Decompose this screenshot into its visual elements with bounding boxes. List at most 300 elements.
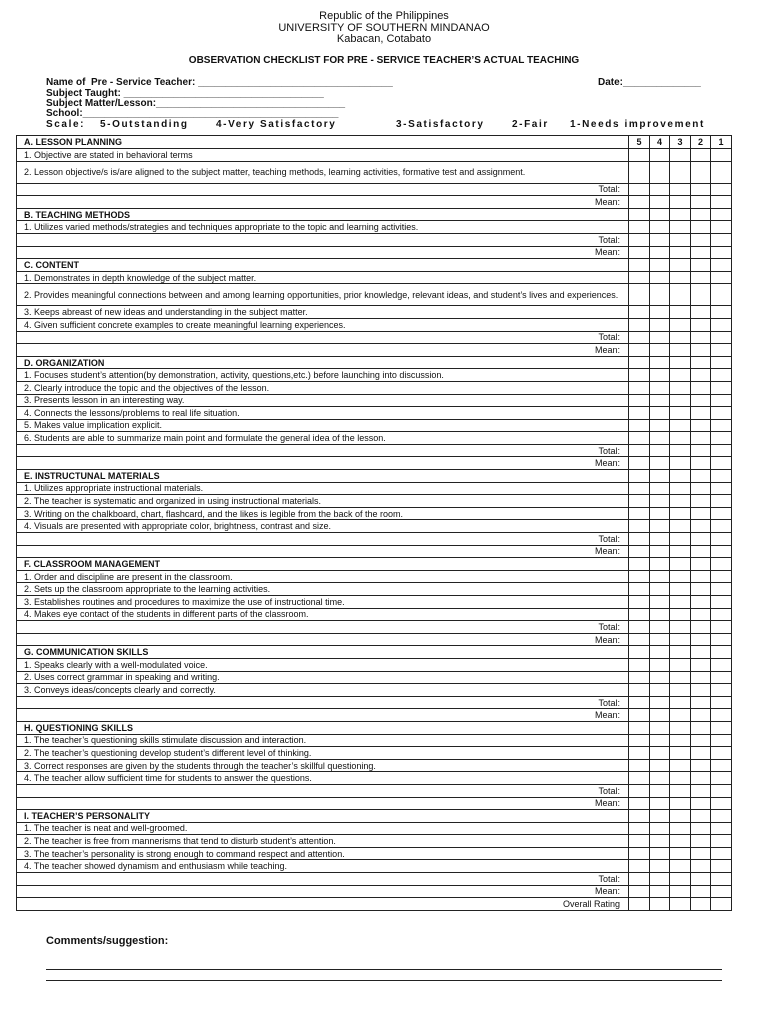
rating-cell[interactable] — [629, 457, 650, 470]
rating-cell[interactable] — [650, 608, 670, 621]
rating-cell[interactable] — [670, 658, 691, 671]
rating-cell[interactable] — [629, 608, 650, 621]
rating-cell[interactable] — [691, 633, 711, 646]
rating-cell[interactable] — [691, 759, 711, 772]
rating-cell[interactable] — [711, 457, 732, 470]
rating-cell[interactable] — [711, 196, 732, 209]
rating-cell[interactable] — [691, 394, 711, 407]
rating-cell[interactable] — [670, 533, 691, 546]
rating-cell[interactable] — [629, 747, 650, 760]
rating-cell[interactable] — [711, 784, 732, 797]
rating-cell[interactable] — [691, 621, 711, 634]
rating-cell[interactable] — [629, 696, 650, 709]
rating-cell[interactable] — [650, 356, 670, 369]
rating-cell[interactable] — [691, 369, 711, 382]
rating-cell[interactable] — [670, 671, 691, 684]
rating-cell[interactable] — [629, 495, 650, 508]
rating-cell[interactable] — [691, 221, 711, 234]
rating-cell[interactable] — [670, 284, 691, 306]
rating-cell[interactable] — [670, 621, 691, 634]
rating-cell[interactable] — [670, 369, 691, 382]
rating-cell[interactable] — [670, 457, 691, 470]
rating-cell[interactable] — [711, 558, 732, 571]
rating-cell[interactable] — [691, 344, 711, 357]
date-field[interactable]: Date:______________ — [598, 77, 701, 88]
rating-cell[interactable] — [670, 898, 691, 911]
rating-cell[interactable] — [670, 495, 691, 508]
rating-cell[interactable] — [650, 545, 670, 558]
rating-cell[interactable] — [711, 658, 732, 671]
rating-cell[interactable] — [711, 633, 732, 646]
rating-cell[interactable] — [629, 797, 650, 810]
rating-cell[interactable] — [650, 407, 670, 420]
rating-cell[interactable] — [670, 259, 691, 272]
rating-cell[interactable] — [650, 533, 670, 546]
rating-cell[interactable] — [629, 233, 650, 246]
rating-cell[interactable] — [711, 259, 732, 272]
rating-cell[interactable] — [670, 822, 691, 835]
rating-cell[interactable] — [650, 306, 670, 319]
rating-cell[interactable] — [711, 482, 732, 495]
rating-cell[interactable] — [629, 822, 650, 835]
rating-cell[interactable] — [670, 633, 691, 646]
rating-cell[interactable] — [650, 331, 670, 344]
rating-cell[interactable] — [650, 671, 670, 684]
rating-cell[interactable] — [629, 161, 650, 183]
teacher-name-field[interactable]: Name of Pre - Service Teacher: ___________________________________ — [46, 77, 393, 88]
rating-cell[interactable] — [629, 684, 650, 697]
rating-cell[interactable] — [650, 885, 670, 898]
rating-cell[interactable] — [650, 709, 670, 722]
rating-cell[interactable] — [650, 596, 670, 609]
rating-cell[interactable] — [691, 533, 711, 546]
rating-cell[interactable] — [650, 208, 670, 221]
rating-cell[interactable] — [629, 520, 650, 533]
rating-cell[interactable] — [629, 759, 650, 772]
rating-cell[interactable] — [650, 221, 670, 234]
rating-cell[interactable] — [629, 873, 650, 886]
rating-cell[interactable] — [711, 331, 732, 344]
rating-cell[interactable] — [650, 183, 670, 196]
rating-cell[interactable] — [670, 306, 691, 319]
rating-cell[interactable] — [650, 898, 670, 911]
rating-cell[interactable] — [711, 161, 732, 183]
rating-cell[interactable] — [629, 419, 650, 432]
rating-cell[interactable] — [629, 558, 650, 571]
rating-cell[interactable] — [629, 709, 650, 722]
rating-cell[interactable] — [711, 284, 732, 306]
rating-cell[interactable] — [711, 696, 732, 709]
rating-cell[interactable] — [629, 633, 650, 646]
rating-cell[interactable] — [711, 772, 732, 785]
rating-cell[interactable] — [691, 520, 711, 533]
rating-cell[interactable] — [670, 344, 691, 357]
rating-cell[interactable] — [650, 233, 670, 246]
rating-cell[interactable] — [670, 810, 691, 823]
rating-cell[interactable] — [629, 470, 650, 483]
rating-cell[interactable] — [629, 721, 650, 734]
rating-cell[interactable] — [629, 432, 650, 445]
rating-cell[interactable] — [711, 470, 732, 483]
rating-cell[interactable] — [691, 457, 711, 470]
rating-cell[interactable] — [650, 520, 670, 533]
rating-cell[interactable] — [691, 495, 711, 508]
rating-cell[interactable] — [629, 196, 650, 209]
rating-cell[interactable] — [650, 149, 670, 162]
rating-cell[interactable] — [670, 570, 691, 583]
rating-cell[interactable] — [650, 873, 670, 886]
rating-cell[interactable] — [691, 558, 711, 571]
rating-cell[interactable] — [670, 684, 691, 697]
rating-cell[interactable] — [670, 797, 691, 810]
rating-cell[interactable] — [670, 885, 691, 898]
rating-cell[interactable] — [711, 344, 732, 357]
rating-cell[interactable] — [670, 470, 691, 483]
rating-cell[interactable] — [711, 721, 732, 734]
rating-cell[interactable] — [711, 356, 732, 369]
rating-cell[interactable] — [711, 271, 732, 284]
rating-cell[interactable] — [650, 684, 670, 697]
rating-cell[interactable] — [691, 772, 711, 785]
rating-cell[interactable] — [629, 646, 650, 659]
rating-cell[interactable] — [670, 196, 691, 209]
subject-matter-field[interactable]: Subject Matter/Lesson:__________________________________ — [46, 98, 346, 109]
rating-cell[interactable] — [670, 860, 691, 873]
rating-cell[interactable] — [691, 233, 711, 246]
rating-cell[interactable] — [650, 784, 670, 797]
rating-cell[interactable] — [670, 558, 691, 571]
rating-cell[interactable] — [711, 684, 732, 697]
rating-cell[interactable] — [650, 196, 670, 209]
rating-cell[interactable] — [650, 658, 670, 671]
rating-cell[interactable] — [629, 259, 650, 272]
rating-cell[interactable] — [650, 381, 670, 394]
rating-cell[interactable] — [711, 885, 732, 898]
rating-cell[interactable] — [711, 596, 732, 609]
rating-cell[interactable] — [650, 419, 670, 432]
rating-cell[interactable] — [629, 885, 650, 898]
rating-cell[interactable] — [629, 507, 650, 520]
rating-cell[interactable] — [629, 658, 650, 671]
rating-cell[interactable] — [711, 183, 732, 196]
rating-cell[interactable] — [691, 696, 711, 709]
rating-cell[interactable] — [650, 797, 670, 810]
rating-cell[interactable] — [650, 271, 670, 284]
rating-cell[interactable] — [629, 810, 650, 823]
rating-cell[interactable] — [711, 583, 732, 596]
rating-cell[interactable] — [711, 407, 732, 420]
rating-cell[interactable] — [629, 149, 650, 162]
rating-cell[interactable] — [691, 873, 711, 886]
rating-cell[interactable] — [650, 161, 670, 183]
rating-cell[interactable] — [711, 520, 732, 533]
rating-cell[interactable] — [691, 596, 711, 609]
rating-cell[interactable] — [670, 772, 691, 785]
rating-cell[interactable] — [711, 381, 732, 394]
rating-cell[interactable] — [691, 797, 711, 810]
rating-cell[interactable] — [711, 608, 732, 621]
rating-cell[interactable] — [670, 331, 691, 344]
rating-cell[interactable] — [629, 221, 650, 234]
rating-cell[interactable] — [711, 709, 732, 722]
rating-cell[interactable] — [711, 621, 732, 634]
rating-cell[interactable] — [670, 784, 691, 797]
rating-cell[interactable] — [670, 149, 691, 162]
rating-cell[interactable] — [670, 208, 691, 221]
rating-cell[interactable] — [670, 318, 691, 331]
rating-cell[interactable] — [711, 860, 732, 873]
rating-cell[interactable] — [650, 633, 670, 646]
rating-cell[interactable] — [711, 898, 732, 911]
rating-cell[interactable] — [650, 369, 670, 382]
rating-cell[interactable] — [711, 444, 732, 457]
rating-cell[interactable] — [711, 759, 732, 772]
rating-cell[interactable] — [670, 520, 691, 533]
rating-cell[interactable] — [691, 318, 711, 331]
rating-cell[interactable] — [629, 318, 650, 331]
rating-cell[interactable] — [670, 608, 691, 621]
rating-cell[interactable] — [670, 873, 691, 886]
rating-cell[interactable] — [670, 444, 691, 457]
rating-cell[interactable] — [711, 233, 732, 246]
rating-cell[interactable] — [691, 381, 711, 394]
rating-cell[interactable] — [711, 847, 732, 860]
rating-cell[interactable] — [691, 671, 711, 684]
rating-cell[interactable] — [691, 419, 711, 432]
rating-cell[interactable] — [629, 835, 650, 848]
rating-cell[interactable] — [670, 596, 691, 609]
rating-cell[interactable] — [629, 533, 650, 546]
rating-cell[interactable] — [650, 558, 670, 571]
rating-cell[interactable] — [670, 835, 691, 848]
rating-cell[interactable] — [629, 284, 650, 306]
rating-cell[interactable] — [650, 344, 670, 357]
rating-cell[interactable] — [711, 208, 732, 221]
rating-cell[interactable] — [691, 734, 711, 747]
rating-cell[interactable] — [711, 545, 732, 558]
rating-cell[interactable] — [691, 721, 711, 734]
rating-cell[interactable] — [711, 873, 732, 886]
rating-cell[interactable] — [691, 331, 711, 344]
rating-cell[interactable] — [691, 183, 711, 196]
rating-cell[interactable] — [629, 356, 650, 369]
rating-cell[interactable] — [629, 482, 650, 495]
rating-cell[interactable] — [691, 684, 711, 697]
rating-cell[interactable] — [670, 432, 691, 445]
rating-cell[interactable] — [691, 444, 711, 457]
rating-cell[interactable] — [629, 246, 650, 259]
rating-cell[interactable] — [691, 208, 711, 221]
rating-cell[interactable] — [629, 369, 650, 382]
rating-cell[interactable] — [650, 246, 670, 259]
rating-cell[interactable] — [691, 284, 711, 306]
rating-cell[interactable] — [629, 596, 650, 609]
rating-cell[interactable] — [650, 734, 670, 747]
rating-cell[interactable] — [650, 444, 670, 457]
rating-cell[interactable] — [629, 381, 650, 394]
rating-cell[interactable] — [650, 860, 670, 873]
rating-cell[interactable] — [650, 822, 670, 835]
rating-cell[interactable] — [650, 747, 670, 760]
rating-cell[interactable] — [650, 394, 670, 407]
rating-cell[interactable] — [650, 772, 670, 785]
rating-cell[interactable] — [670, 183, 691, 196]
rating-cell[interactable] — [650, 284, 670, 306]
rating-cell[interactable] — [691, 407, 711, 420]
rating-cell[interactable] — [711, 419, 732, 432]
rating-cell[interactable] — [691, 196, 711, 209]
rating-cell[interactable] — [711, 221, 732, 234]
rating-cell[interactable] — [670, 847, 691, 860]
rating-cell[interactable] — [711, 570, 732, 583]
rating-cell[interactable] — [670, 394, 691, 407]
rating-cell[interactable] — [711, 797, 732, 810]
rating-cell[interactable] — [670, 545, 691, 558]
rating-cell[interactable] — [711, 306, 732, 319]
rating-cell[interactable] — [691, 583, 711, 596]
rating-cell[interactable] — [670, 381, 691, 394]
rating-cell[interactable] — [629, 407, 650, 420]
rating-cell[interactable] — [691, 822, 711, 835]
rating-cell[interactable] — [629, 344, 650, 357]
rating-cell[interactable] — [691, 259, 711, 272]
rating-cell[interactable] — [629, 394, 650, 407]
rating-cell[interactable] — [670, 747, 691, 760]
rating-cell[interactable] — [691, 835, 711, 848]
rating-cell[interactable] — [670, 271, 691, 284]
rating-cell[interactable] — [670, 583, 691, 596]
rating-cell[interactable] — [629, 784, 650, 797]
rating-cell[interactable] — [629, 860, 650, 873]
rating-cell[interactable] — [670, 419, 691, 432]
comments-line-1[interactable] — [46, 969, 722, 970]
rating-cell[interactable] — [670, 407, 691, 420]
rating-cell[interactable] — [670, 709, 691, 722]
rating-cell[interactable] — [629, 208, 650, 221]
rating-cell[interactable] — [691, 747, 711, 760]
rating-cell[interactable] — [711, 822, 732, 835]
rating-cell[interactable] — [650, 570, 670, 583]
rating-cell[interactable] — [629, 583, 650, 596]
rating-cell[interactable] — [629, 183, 650, 196]
rating-cell[interactable] — [691, 860, 711, 873]
comments-line-2[interactable] — [46, 980, 722, 981]
rating-cell[interactable] — [650, 621, 670, 634]
rating-cell[interactable] — [629, 570, 650, 583]
rating-cell[interactable] — [629, 847, 650, 860]
rating-cell[interactable] — [650, 759, 670, 772]
rating-cell[interactable] — [650, 259, 670, 272]
rating-cell[interactable] — [711, 495, 732, 508]
rating-cell[interactable] — [629, 545, 650, 558]
rating-cell[interactable] — [670, 759, 691, 772]
rating-cell[interactable] — [629, 306, 650, 319]
rating-cell[interactable] — [629, 271, 650, 284]
rating-cell[interactable] — [711, 246, 732, 259]
rating-cell[interactable] — [629, 331, 650, 344]
rating-cell[interactable] — [650, 810, 670, 823]
rating-cell[interactable] — [650, 835, 670, 848]
rating-cell[interactable] — [650, 495, 670, 508]
rating-cell[interactable] — [691, 885, 711, 898]
rating-cell[interactable] — [650, 457, 670, 470]
rating-cell[interactable] — [691, 470, 711, 483]
rating-cell[interactable] — [650, 507, 670, 520]
rating-cell[interactable] — [711, 747, 732, 760]
rating-cell[interactable] — [650, 482, 670, 495]
rating-cell[interactable] — [711, 835, 732, 848]
rating-cell[interactable] — [670, 356, 691, 369]
rating-cell[interactable] — [691, 709, 711, 722]
rating-cell[interactable] — [691, 784, 711, 797]
subject-taught-field[interactable]: Subject Taught: ____________________________________ — [46, 88, 324, 99]
rating-cell[interactable] — [711, 432, 732, 445]
rating-cell[interactable] — [691, 608, 711, 621]
rating-cell[interactable] — [670, 161, 691, 183]
rating-cell[interactable] — [650, 583, 670, 596]
rating-cell[interactable] — [691, 161, 711, 183]
rating-cell[interactable] — [711, 507, 732, 520]
rating-cell[interactable] — [691, 246, 711, 259]
rating-cell[interactable] — [711, 149, 732, 162]
rating-cell[interactable] — [650, 721, 670, 734]
rating-cell[interactable] — [670, 646, 691, 659]
rating-cell[interactable] — [670, 233, 691, 246]
rating-cell[interactable] — [691, 545, 711, 558]
rating-cell[interactable] — [670, 696, 691, 709]
rating-cell[interactable] — [691, 432, 711, 445]
rating-cell[interactable] — [629, 898, 650, 911]
rating-cell[interactable] — [691, 847, 711, 860]
rating-cell[interactable] — [650, 696, 670, 709]
rating-cell[interactable] — [691, 306, 711, 319]
rating-cell[interactable] — [670, 246, 691, 259]
rating-cell[interactable] — [691, 646, 711, 659]
rating-cell[interactable] — [711, 810, 732, 823]
rating-cell[interactable] — [711, 533, 732, 546]
rating-cell[interactable] — [711, 734, 732, 747]
rating-cell[interactable] — [711, 394, 732, 407]
rating-cell[interactable] — [691, 570, 711, 583]
rating-cell[interactable] — [711, 369, 732, 382]
rating-cell[interactable] — [691, 356, 711, 369]
rating-cell[interactable] — [711, 318, 732, 331]
rating-cell[interactable] — [691, 271, 711, 284]
rating-cell[interactable] — [650, 646, 670, 659]
rating-cell[interactable] — [691, 898, 711, 911]
rating-cell[interactable] — [711, 646, 732, 659]
rating-cell[interactable] — [629, 621, 650, 634]
school-field[interactable]: School:______________________________________________ — [46, 108, 339, 119]
rating-cell[interactable] — [650, 847, 670, 860]
rating-cell[interactable] — [650, 470, 670, 483]
rating-cell[interactable] — [629, 671, 650, 684]
rating-cell[interactable] — [691, 507, 711, 520]
rating-cell[interactable] — [711, 671, 732, 684]
rating-cell[interactable] — [691, 482, 711, 495]
rating-cell[interactable] — [629, 444, 650, 457]
rating-cell[interactable] — [670, 507, 691, 520]
rating-cell[interactable] — [670, 734, 691, 747]
rating-cell[interactable] — [670, 482, 691, 495]
rating-cell[interactable] — [629, 734, 650, 747]
rating-cell[interactable] — [670, 221, 691, 234]
rating-cell[interactable] — [691, 810, 711, 823]
rating-cell[interactable] — [691, 658, 711, 671]
rating-cell[interactable] — [650, 318, 670, 331]
rating-cell[interactable] — [650, 432, 670, 445]
rating-cell[interactable] — [691, 149, 711, 162]
